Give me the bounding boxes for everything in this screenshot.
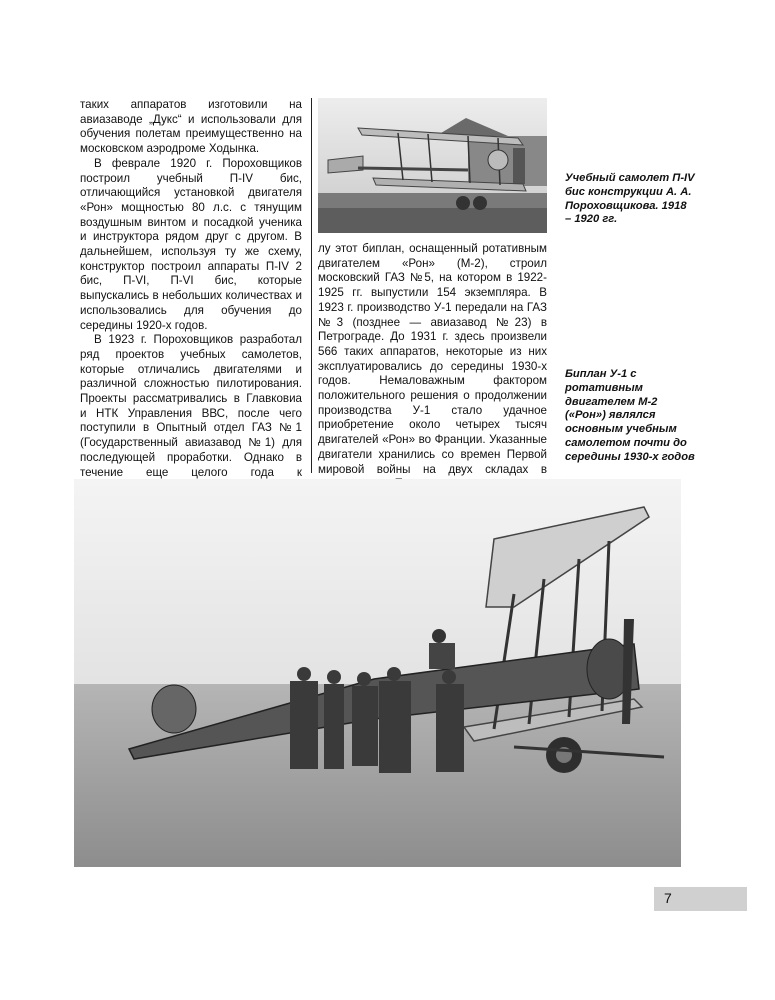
paragraph: таких аппаратов изготовили на авиазаводе „Дукс“ и использовали для обучения полетам преимущественно на московском аэродроме Ходынка.	[80, 98, 302, 156]
column-divider	[311, 98, 312, 473]
photo-u-1-biplane	[74, 479, 681, 867]
paragraph: В феврале 1920 г. Пороховщиков построил учебный П-IV бис, отличающийся установкой двигателя «Рон» мощностью 80 л.с. с тянущим воздушным винтом и посадкой ученика и инструктора рядом друг с другом. В дальнейшем, используя ту же схему, конструктор построил аппараты П-IV 2 бис, П-VI, П-VI бис, которые выпускались в небольших количествах и использовались для обучения до середины 1920-х годов.	[80, 156, 302, 332]
page-number: 7	[664, 890, 672, 906]
paragraph: В 1923 г. Пороховщиков разработал ряд проектов учебных самолетов, которые отличались двигателями и различной сложностью пилотирования. Проекты рассматривались в Главковиа и НТК Управления ВВС, после чего поступили в Опытный отдел ГАЗ №1 (Государственный авиазавод №1) для последующей проработки. Однако в течение еще целого года к	[80, 333, 302, 479]
caption-u-1: Биплан У-1 с ротативным двигателем М-2 («Рон») являлся основным учебным самолетом почти до середины 1930-х годов	[565, 368, 695, 463]
paragraph: лу этот биплан, оснащенный ротативным двигателем «Рон» (М-2), строил московский ГАЗ №5, на котором в 1922-1925 гг. выпустили 154 экземпляра. В 1923 г. производство У-1 передали на ГАЗ №3 (позднее — авиазавод №23) в Петрограде. До 1931 г. здесь произвели 566 таких аппаратов, некоторые из них эксплуатировались до середины 1930-х годов. Немаловажным фактором положительного решения о продолжении производства У-1 стало удачное приобретение около четырех тысяч двигателей «Рон» во Франции. Указанные двигатели хранились со времен Первой мировой войны на двух складах в	[318, 242, 547, 476]
caption-p-iv-bis: Учебный самолет П-IV бис конструкции А. А. Пороховщикова. 1918 – 1920 гг.	[565, 172, 695, 226]
photo-p-iv-bis	[318, 98, 547, 233]
